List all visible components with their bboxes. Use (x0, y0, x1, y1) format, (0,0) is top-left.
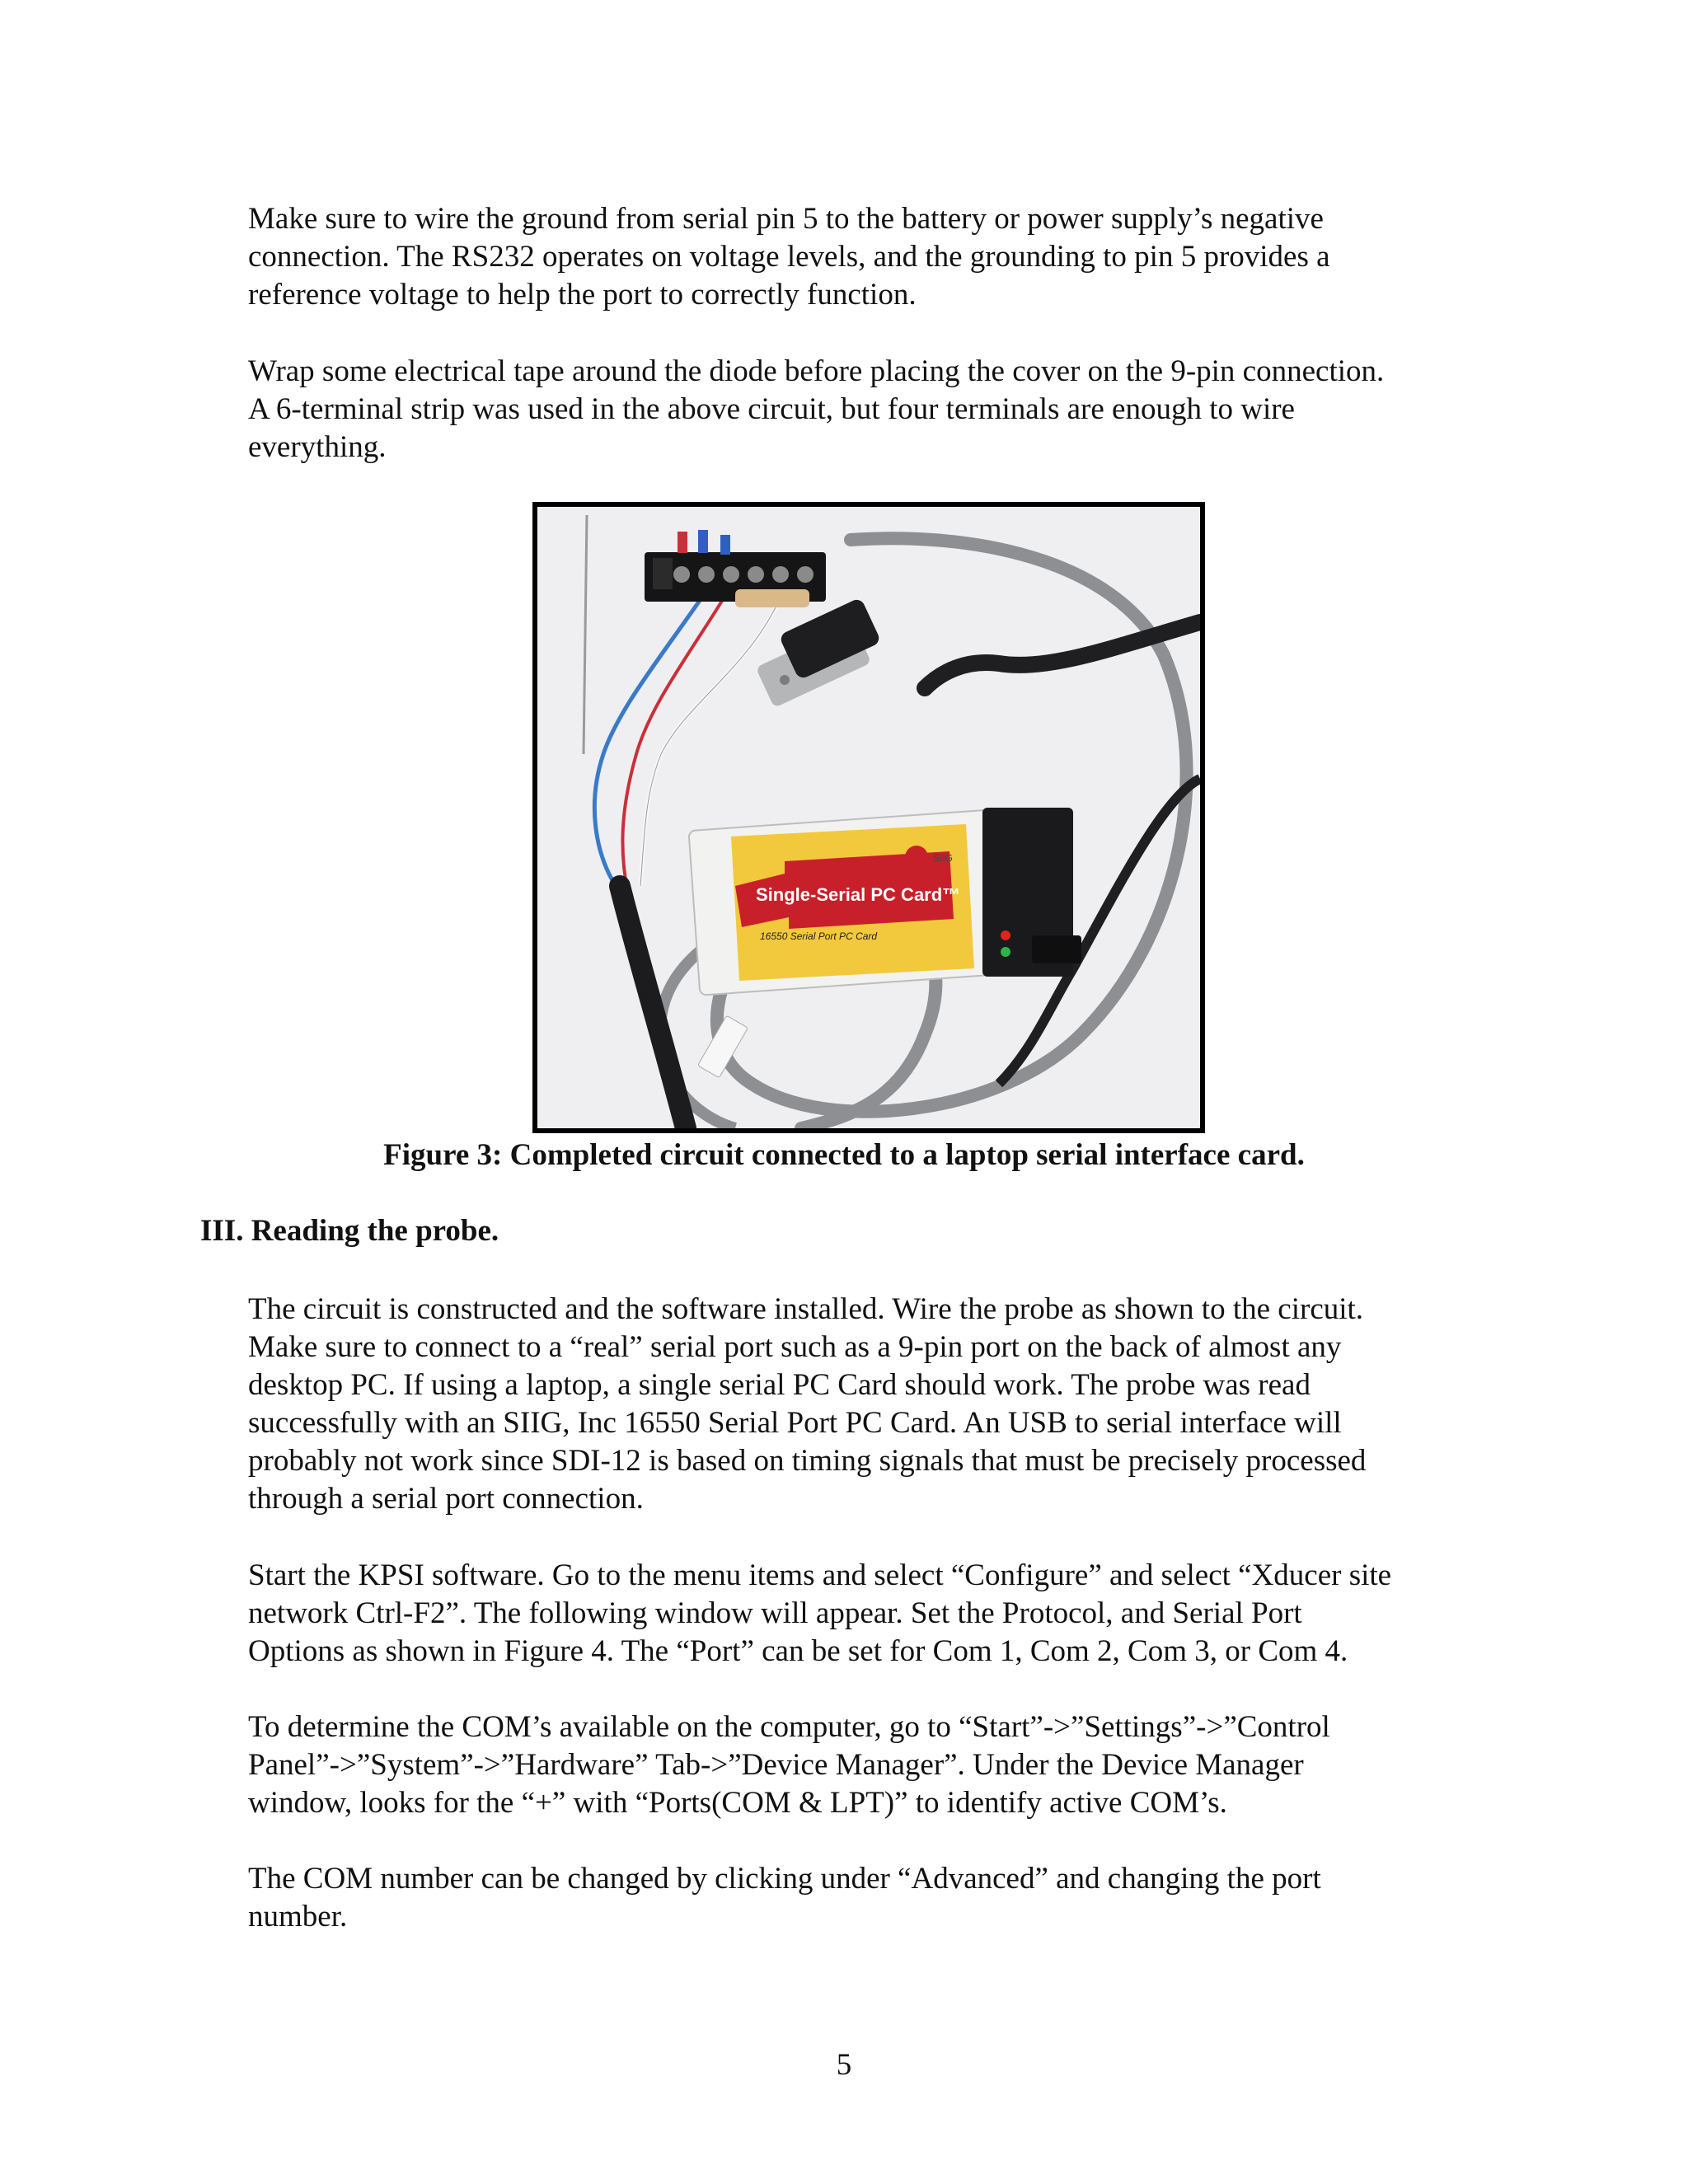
text-line: everything. (248, 430, 387, 464)
text-line: number. (248, 1900, 348, 1933)
card-label: Single-Serial PC Card™ (756, 884, 961, 905)
paragraph-com-number (248, 1860, 1534, 1936)
circuit-photo (532, 502, 1205, 1133)
brand-label: SIIG (933, 852, 954, 864)
text-line: window, looks for the “+” with “Ports(COM & LPT)” to identify active COM’s. (248, 1786, 1227, 1820)
paragraph-kpsi-software (248, 1557, 1534, 1671)
text-line: The COM number can be changed by clicking under “Advanced” and changing the port (248, 1862, 1321, 1896)
text-line: successfully with an SIIG, Inc 16550 Serial Port PC Card. An USB to serial interface will (248, 1406, 1342, 1440)
paragraph-ground-wiring (248, 200, 1534, 314)
card-sublabel: 16550 Serial Port PC Card (760, 930, 878, 942)
text-line: Make sure to connect to a “real” serial port such as a 9-pin port on the back of almost any (248, 1330, 1342, 1364)
paragraph-circuit-constructed (248, 1291, 1534, 1518)
text-line: Panel”->”System”->”Hardware” Tab->”Device Manager”. Under the Device Manager (248, 1748, 1304, 1782)
text-line: Wrap some electrical tape around the diode before placing the cover on the 9-pin connection. (248, 354, 1385, 388)
text-line: The circuit is constructed and the software installed. Wire the probe as shown to the circuit. (248, 1292, 1364, 1326)
figure-caption: Figure 3: Completed circuit connected to a laptop serial interface card. (383, 1138, 1305, 1172)
text-line: A 6-terminal strip was used in the above circuit, but four terminals are enough to wire (248, 392, 1295, 426)
text-line: Start the KPSI software. Go to the menu items and select “Configure” and select “Xducer site (248, 1558, 1392, 1592)
text-line: Make sure to wire the ground from serial pin 5 to the battery or power supply’s negative (248, 202, 1324, 236)
paragraph-com-ports (248, 1708, 1534, 1822)
text-line: network Ctrl-F2”. The following window will appear. Set the Protocol, and Serial Port (248, 1596, 1302, 1630)
text-line: through a serial port connection. (248, 1482, 644, 1516)
text-line: reference voltage to help the port to correctly function. (248, 278, 917, 312)
section-heading: III. Reading the probe. (200, 1214, 499, 1248)
paragraph-electrical-tape (248, 353, 1534, 466)
text-line: connection. The RS232 operates on voltage levels, and the grounding to pin 5 provides a (248, 240, 1330, 274)
pc-card (688, 808, 1081, 996)
text-line: To determine the COM’s available on the computer, go to “Start”->”Settings”->”Control (248, 1710, 1330, 1744)
page-number: 5 (836, 2048, 852, 2082)
text-line: Options as shown in Figure 4. The “Port” can be set for Com 1, Com 2, Com 3, or Com 4. (248, 1634, 1348, 1668)
text-line: desktop PC. If using a laptop, a single serial PC Card should work. The probe was read (248, 1368, 1311, 1402)
text-line: probably not work since SDI-12 is based on timing signals that must be precisely processed (248, 1444, 1367, 1478)
